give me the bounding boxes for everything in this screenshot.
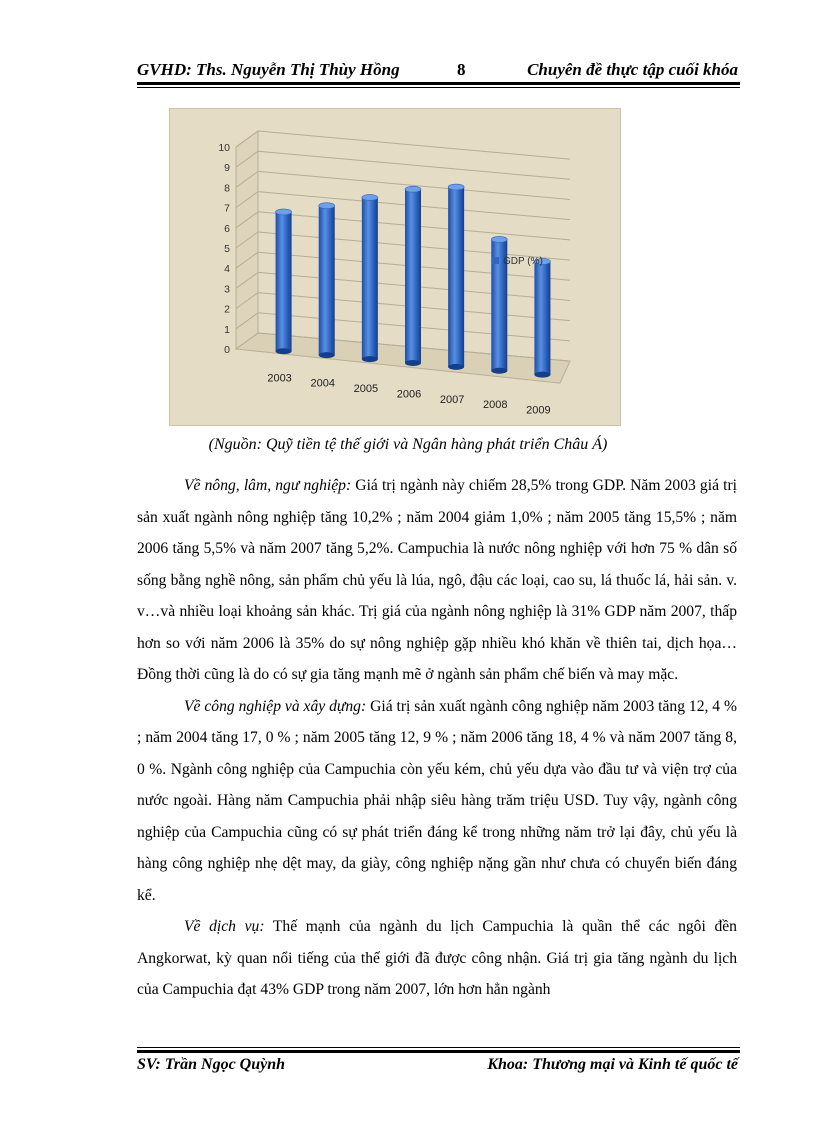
y-tick-label: 2 <box>224 303 230 316</box>
student-name: SV: Trần Ngọc Quỳnh <box>137 1056 286 1073</box>
paragraph-industry <box>137 691 737 912</box>
y-tick-label: 9 <box>224 162 230 175</box>
y-tick-label: 10 <box>218 142 230 154</box>
x-tick-label: 2004 <box>310 377 335 390</box>
bar-base <box>319 352 335 358</box>
y-tick-label: 6 <box>224 222 230 235</box>
bar <box>534 261 550 374</box>
page-number: 8 <box>457 60 466 79</box>
legend-swatch <box>492 257 499 264</box>
bar-top <box>276 209 292 215</box>
faculty-name: Khoa: Thương mại và Kinh tế quốc tế <box>487 1056 738 1073</box>
source-caption: (Nguồn: Quỹ tiền tệ thế giới và Ngân hàng phát triển Châu Á) <box>208 436 608 453</box>
legend-label: GDP (%) <box>503 256 543 267</box>
y-tick-label: 8 <box>224 182 230 195</box>
y-tick-label: 7 <box>224 202 230 215</box>
x-tick-label: 2005 <box>353 383 379 396</box>
y-tick-label: 0 <box>224 344 230 356</box>
bar <box>319 206 335 355</box>
header-rule-thick <box>137 82 740 85</box>
y-tick-label: 4 <box>224 263 230 276</box>
footer-rule-thin <box>137 1047 740 1048</box>
paragraph-lead: Về công nghiệp và xây dựng: <box>184 697 367 715</box>
paragraph-agriculture <box>137 470 737 691</box>
bar-top <box>362 194 378 200</box>
bar-top <box>448 184 464 190</box>
gridline <box>258 151 570 179</box>
header-rule-thin <box>137 87 740 88</box>
bar-base <box>362 356 378 362</box>
y-tick-label: 1 <box>224 323 230 336</box>
x-tick-label: 2006 <box>396 388 422 401</box>
y-tick-label: 3 <box>224 283 230 296</box>
bar-base <box>534 372 550 378</box>
x-tick-label: 2003 <box>267 372 292 385</box>
gdp-chart <box>169 108 621 426</box>
x-tick-label: 2007 <box>439 393 465 406</box>
gdp-chart-svg <box>170 109 620 425</box>
paragraph-lead: Về dịch vụ: <box>184 918 265 935</box>
bar-top <box>319 203 335 209</box>
bar-base <box>276 348 292 354</box>
bar-base <box>448 364 464 370</box>
paragraph-text: Giá trị sản xuất ngành công nghiệp năm 2003 tăng 12, 4 % ; năm 2004 tăng 17, 0 % ; năm 2005 tăng 12, 9 % ; năm 2006 tăng 18, 4 % và năm 2007 tăng 8, 0 %. Ngành công nghiệp của Campuchia còn yếu kém, chủ yếu dựa vào đầu tư và viện trợ của nước ngoài. Hàng năm Campuchia phải nhập siêu hàng trăm triệu USD. Tuy vậy, ngành công nghiệp của Campuchia cũng có sự phát triển đáng kể trong những năm trở lại đây, chủ yếu là hàng công nghiệp nhẹ dệt may, da giày, công nghiệp nặng gần như chưa có chuyển biến đáng kể. <box>137 697 737 904</box>
bar <box>276 212 292 351</box>
advisor-name: GVHD: Ths. Nguyễn Thị Thùy Hồng <box>137 60 400 79</box>
x-tick-label: 2009 <box>526 404 551 417</box>
page-footer <box>137 1056 740 1080</box>
gridline <box>258 131 570 159</box>
paragraph-text: Giá trị ngành này chiếm 28,5% trong GDP. Năm 2003 giá trị sản xuất ngành nông nghiệp tăng 10,2% ; năm 2004 giảm 1,0% ; năm 2005 tăng 15,5% ; năm 2006 tăng 5,5% và năm 2007 tăng 5,2%. Campuchia là nước nông nghiệp với hơn 75 % dân số sống bằng nghề nông, sản phẩm chủ yếu là lúa, ngô, đậu các loại, cao su, lá thuốc lá, hải sản. v. v…và nhiều loại khoảng sản khác. Trị giá của ngành nông nghiệp là 31% GDP năm 2007, thấp hơn so với năm 2006 là 35% do sự nông nghiệp gặp nhiều khó khăn về thiên tai, dịch họa… Đồng thời cũng là do có sự gia tăng mạnh mẽ ở ngành sản phẩm chế biến và may mặc. <box>137 477 737 683</box>
bar-base <box>491 368 507 374</box>
body-text <box>137 470 737 1006</box>
bar <box>448 187 464 367</box>
bar <box>362 197 378 359</box>
bar-base <box>405 360 421 366</box>
footer-rule-thick <box>137 1050 740 1053</box>
bar <box>405 189 421 363</box>
y-tick-label: 5 <box>224 243 230 255</box>
paragraph-lead: Về nông, lâm, ngư nghiệp: <box>184 477 352 494</box>
page-header <box>137 58 740 82</box>
paragraph-text: Thế mạnh của ngành du lịch Campuchia là quần thể các ngôi đền Angkorwat, kỳ quan nổi tiếng của thế giới đã được công nhận. Giá trị gia tăng ngành du lịch của Campuchia đạt 43% GDP trong năm 2007, lớn hơn hẳn ngành <box>137 918 737 998</box>
report-title: Chuyên đề thực tập cuối khóa <box>527 60 738 79</box>
x-tick-label: 2008 <box>483 399 508 412</box>
bar-top <box>491 236 507 242</box>
paragraph-services <box>137 911 737 1006</box>
bar-top <box>405 186 421 192</box>
